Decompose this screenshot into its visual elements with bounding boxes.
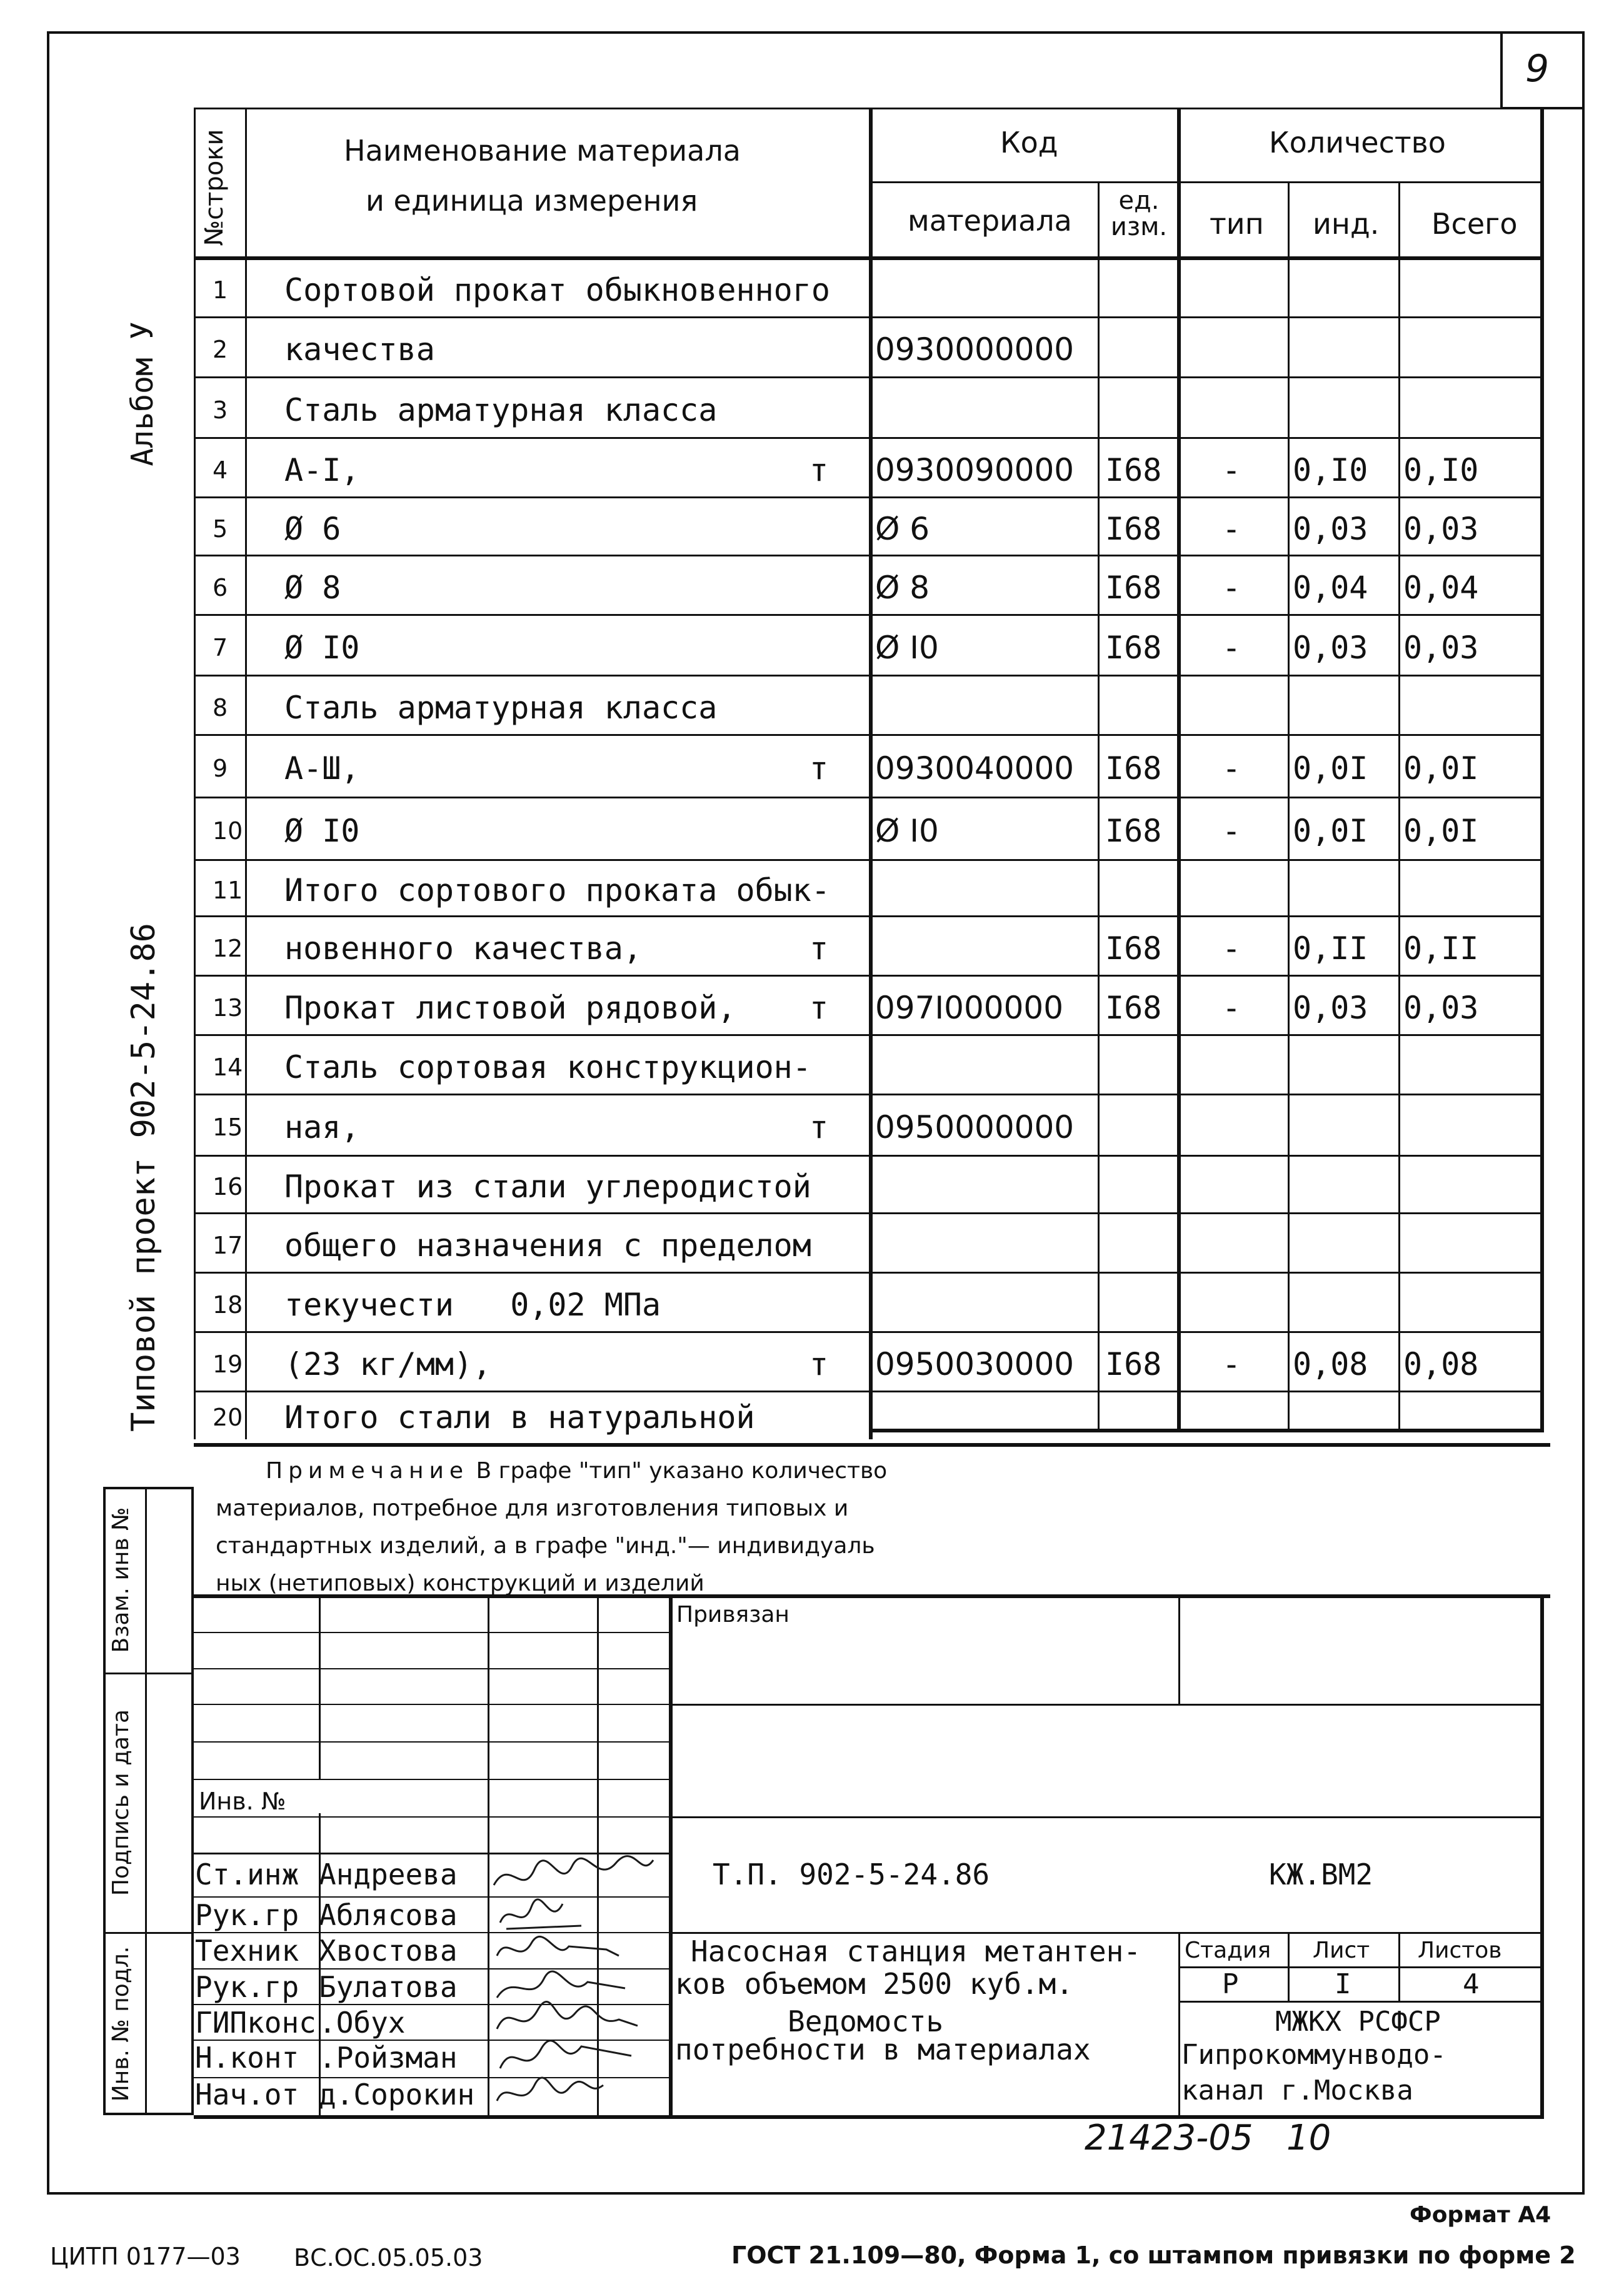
row-number: 12 [213, 934, 243, 962]
row-number: 15 [213, 1114, 243, 1141]
stamp-role: Техник [195, 1934, 299, 1968]
row-name: Сортовой прокат обыкновенного [284, 272, 830, 308]
stamp-person-name: Андреева [319, 1858, 458, 1891]
org-line2: Гипрокоммунводо- [1181, 2039, 1446, 2071]
row-number: 16 [213, 1173, 243, 1200]
row-number: 6 [213, 573, 228, 601]
row-name: А-Ш, [284, 750, 360, 787]
header-qty-ind: инд. [1313, 207, 1380, 241]
row-name: Сталь арматурная класса [284, 391, 718, 428]
row-code: 0950000000 [875, 1109, 1075, 1145]
stamp-person-name: Булатова [319, 1970, 458, 2004]
row-number: 5 [213, 515, 228, 543]
row-unit: т [809, 989, 829, 1026]
row-qty-total: 0,03 [1403, 510, 1479, 547]
stamp-person-name: д.Сорокин [319, 2078, 475, 2111]
sheet-value: I [1335, 1968, 1351, 2000]
row-number: 20 [213, 1403, 243, 1431]
signature-image [491, 1854, 659, 1898]
row-unit-code: I68 [1105, 1346, 1162, 1382]
header-quantity: Количество [1269, 126, 1446, 159]
doc-title-line4: потребности в материалах [675, 2033, 1091, 2066]
row-number: 17 [213, 1231, 243, 1259]
row-qty-type: - [1222, 813, 1241, 849]
row-name: Ø 6 [284, 510, 341, 547]
row-code: 0930040000 [875, 750, 1075, 787]
header-qty-type: тип [1210, 207, 1264, 241]
page-number: 9 [1525, 47, 1550, 91]
doc-title-line3: Ведомость [788, 2005, 944, 2038]
row-qty-ind: 0,03 [1293, 989, 1368, 1026]
row-code: Ø I0 [875, 629, 939, 666]
row-number: 4 [213, 456, 228, 484]
stamp-role: Нач.от [195, 2078, 299, 2111]
row-name: качества [284, 331, 435, 368]
row-name: Ø I0 [284, 813, 360, 849]
footer-format: Формат А4 [1410, 2202, 1551, 2228]
note-line2: материалов, потребное для изготовления типовых и [216, 1496, 849, 1521]
stage-label: Стадия [1185, 1938, 1271, 1963]
header-name-line1: Наименование материала [344, 134, 741, 168]
doc-title-line1: Насосная станция метантен- [691, 1934, 1141, 1968]
row-qty-ind: 0,0I [1293, 750, 1368, 787]
signature-image [494, 2073, 663, 2116]
row-qty-type: - [1222, 750, 1241, 787]
margin-vzam: Взам. инв № [108, 1507, 134, 1653]
row-unit: т [809, 451, 829, 488]
row-name: новенного качества, [284, 930, 642, 967]
header-qty-total: Всего [1431, 207, 1518, 241]
row-number: 2 [213, 336, 228, 363]
stamp-role: Ст.инж [195, 1858, 299, 1891]
row-qty-type: - [1222, 569, 1241, 606]
stamp-role: Н.конт [195, 2041, 299, 2075]
row-number: 19 [213, 1350, 243, 1378]
row-unit-code: I68 [1105, 629, 1162, 666]
row-qty-ind: 0,0I [1293, 813, 1368, 849]
header-name-line2: и единица измерения [366, 184, 698, 218]
header-code-material: материала [908, 204, 1072, 238]
header-row-no: №строки [200, 129, 229, 246]
row-name: (23 кг/мм), [284, 1346, 492, 1382]
row-qty-ind: 0,03 [1293, 629, 1368, 666]
row-name: А-I, [284, 451, 360, 488]
row-qty-total: 0,03 [1403, 989, 1479, 1026]
row-qty-total: 0,0I [1403, 750, 1479, 787]
row-name: Прокат из стали углеродистой [284, 1169, 811, 1205]
header-code: Код [1000, 126, 1058, 159]
row-name: Прокат листовой рядовой, [284, 989, 736, 1026]
row-unit-code: I68 [1105, 510, 1162, 547]
stamp-role: ГИПконс [195, 2006, 316, 2040]
row-qty-ind: 0,I0 [1293, 451, 1368, 488]
stamp-person-name: Аблясова [319, 1898, 458, 1932]
row-code: 0930090000 [875, 451, 1075, 488]
row-number: 7 [213, 633, 228, 662]
row-name: Итого стали в натуральной [284, 1399, 755, 1436]
sheet-label: Лист [1313, 1938, 1370, 1963]
note-line3: стандартных изделий, а в графе "инд."— индивидуаль [216, 1533, 875, 1559]
row-qty-total: 0,08 [1403, 1346, 1479, 1382]
row-name: ная, [284, 1109, 360, 1145]
row-number: 13 [213, 994, 243, 1022]
row-number: 11 [213, 877, 243, 904]
stamp-person-name: .Обух [319, 2006, 406, 2040]
doc-title-line2: ков объемом 2500 куб.м. [675, 1967, 1073, 2001]
note-line4: ных (нетиповых) конструкций и изделий [216, 1571, 704, 1596]
row-qty-total: 0,03 [1403, 629, 1479, 666]
row-qty-total: 0,0I [1403, 813, 1479, 849]
row-name: Итого сортового проката обык- [284, 872, 830, 908]
row-qty-ind: 0,04 [1293, 569, 1368, 606]
row-unit: т [809, 750, 829, 787]
row-number: 10 [213, 817, 243, 845]
row-qty-ind: 0,03 [1293, 510, 1368, 547]
row-qty-ind: 0,II [1293, 930, 1368, 967]
row-unit: т [809, 1346, 829, 1382]
doc-code: Т.П. 902-5-24.86 [713, 1858, 990, 1891]
row-name: общего назначения с пределом [284, 1227, 811, 1264]
row-number: 14 [213, 1053, 243, 1081]
footer-left1: ЦИТП 0177—03 [50, 2243, 241, 2270]
stamp-role: Рук.гр [195, 1898, 299, 1932]
row-name: Сталь арматурная класса [284, 689, 718, 726]
album-label: Альбом У [125, 321, 160, 466]
row-qty-type: - [1222, 989, 1241, 1026]
row-qty-ind: 0,08 [1293, 1346, 1368, 1382]
row-code: Ø 6 [875, 510, 930, 547]
row-unit-code: I68 [1105, 930, 1162, 967]
row-unit: т [809, 1109, 829, 1145]
stamp-role: Рук.гр [195, 1970, 299, 2004]
handwritten-number: 21423-05 10 [1085, 2118, 1331, 2158]
row-code: 097I000000 [875, 989, 1064, 1026]
row-number: 18 [213, 1290, 243, 1319]
note-rest: В графе "тип" указано количество [469, 1458, 888, 1484]
row-name: текучести 0,02 МПа [284, 1286, 661, 1323]
row-unit: т [809, 930, 829, 967]
privyazan-label: Привязан [676, 1602, 789, 1627]
row-code: 0950030000 [875, 1346, 1075, 1382]
footer-left2: ВС.ОС.05.05.03 [294, 2244, 483, 2271]
row-qty-total: 0,II [1403, 930, 1479, 967]
row-number: 1 [213, 276, 228, 304]
org-line3: канал г.Москва [1181, 2075, 1413, 2106]
row-unit-code: I68 [1105, 750, 1162, 787]
row-qty-type: - [1222, 930, 1241, 967]
header-code-unit: ед. изм. [1110, 186, 1168, 241]
note-prefix: Примечание [266, 1458, 469, 1484]
row-qty-total: 0,04 [1403, 569, 1479, 606]
sheets-label: Листов [1418, 1938, 1502, 1963]
row-qty-type: - [1222, 629, 1241, 666]
row-unit-code: I68 [1105, 569, 1162, 606]
row-unit-code: I68 [1105, 989, 1162, 1026]
row-code: Ø 8 [875, 569, 930, 606]
row-name: Ø I0 [284, 629, 360, 666]
row-number: 3 [213, 396, 228, 424]
org-line1: МЖКХ РСФСР [1275, 2006, 1441, 2038]
footer-right: ГОСТ 21.109—80, Форма 1, со штампом привязки по форме 2 [731, 2241, 1576, 2269]
row-unit-code: I68 [1105, 451, 1162, 488]
row-name: Ø 8 [284, 569, 341, 606]
row-qty-total: 0,I0 [1403, 451, 1479, 488]
row-qty-type: - [1222, 510, 1241, 547]
row-qty-type: - [1222, 1346, 1241, 1382]
inv-no-label: Инв. № [199, 1788, 286, 1815]
row-code: 0930000000 [875, 331, 1075, 368]
note-line1 [266, 1460, 887, 1482]
row-unit-code: I68 [1105, 813, 1162, 849]
doc-mark: КЖ.ВМ2 [1269, 1858, 1373, 1891]
project-label: Типовой проект 902-5-24.86 [125, 923, 163, 1432]
row-code: Ø I0 [875, 813, 939, 849]
margin-inv: Инв. № подл. [108, 1946, 134, 2102]
row-qty-type: - [1222, 451, 1241, 488]
stamp-person-name: .Ройзман [319, 2041, 458, 2075]
stamp-person-name: Хвостова [319, 1934, 458, 1968]
row-name: Сталь сортовая конструкцион- [284, 1049, 811, 1085]
margin-podpis: Подпись и дата [108, 1709, 134, 1896]
sheets-value: 4 [1463, 1968, 1480, 2000]
row-number: 8 [213, 693, 228, 722]
row-number: 9 [213, 755, 228, 782]
stage-value: Р [1222, 1968, 1239, 2000]
